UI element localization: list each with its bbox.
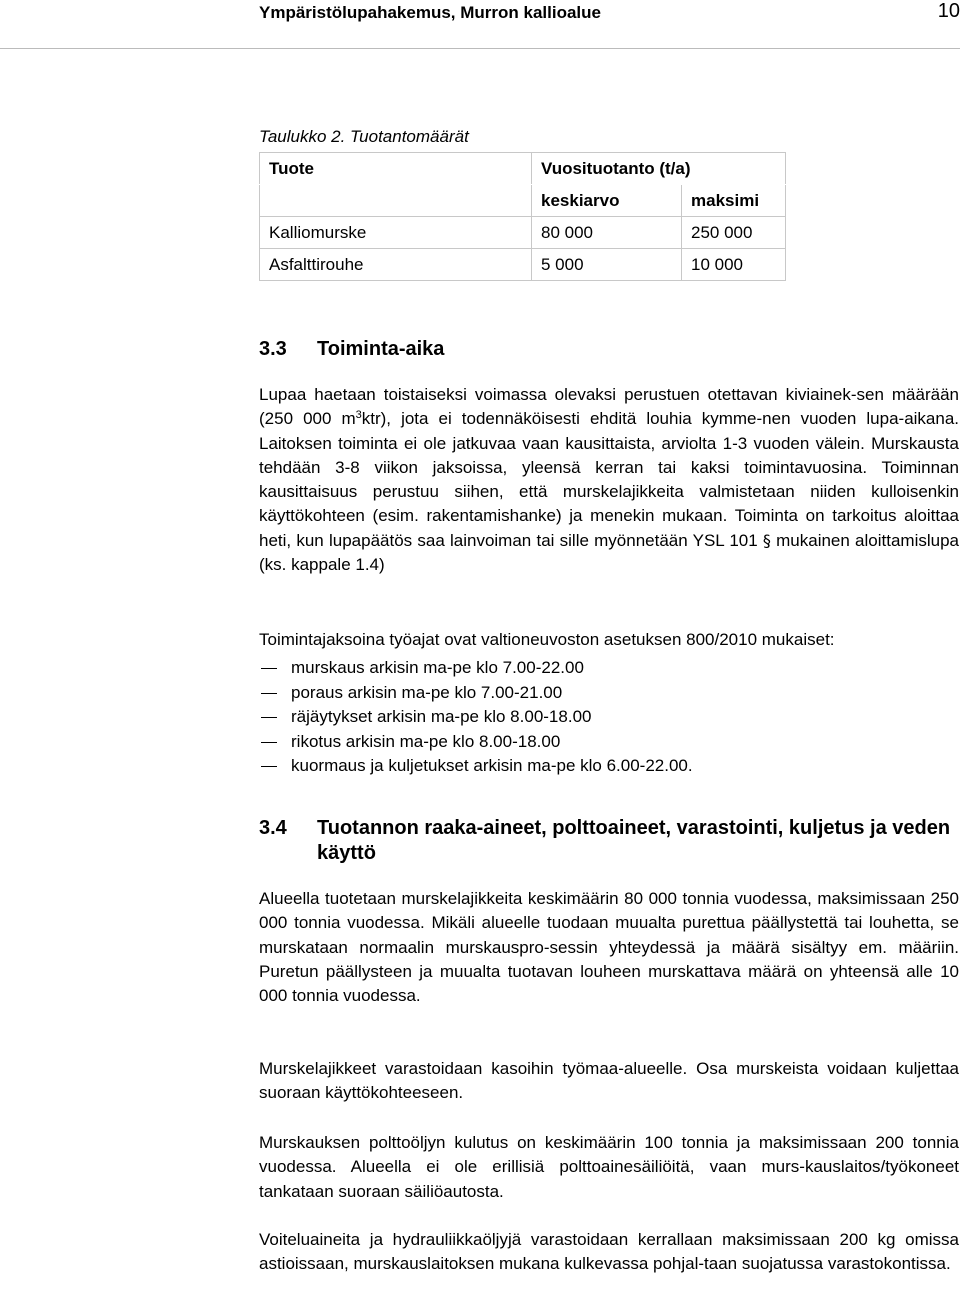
paragraph-working-hours: Toimintajaksoina työajat ovat valtioneuvoston asetuksen 800/2010 mukaiset: bbox=[259, 630, 835, 649]
list-item bbox=[259, 681, 693, 706]
list-item-text: räjäytykset arkisin ma-pe klo 8.00-18.00 bbox=[291, 707, 592, 726]
section-sign: § bbox=[762, 530, 771, 550]
list-item-text: kuormaus ja kuljetukset arkisin ma-pe klo 6.00-22.00. bbox=[291, 756, 693, 775]
dash-bullet bbox=[261, 668, 277, 669]
list-item-text: rikotus arkisin ma-pe klo 8.00-18.00 bbox=[291, 731, 561, 751]
list-item-text: poraus arkisin ma-pe klo 7.00-21.00 bbox=[291, 682, 563, 702]
section-title: Toiminta-aika bbox=[317, 338, 445, 360]
list-item-text: murskaus arkisin ma-pe klo 7.00-22.00 bbox=[291, 658, 584, 677]
table-header-row bbox=[260, 153, 786, 185]
dash-bullet bbox=[261, 693, 277, 694]
col-group-header: Vuosituotanto (t/a) bbox=[532, 153, 786, 185]
paragraph-fuel: Murskauksen polttoöljyn kulutus on keskimäärin 100 tonnia ja maksimissaan 200 tonnia vuodessa. Alueella ei ole erillisiä polttoainesäiliöitä, vaan murs-kauslaitos/työkoneet tankataan suoraan säiliöautosta. bbox=[259, 1133, 959, 1201]
col-max-header: maksimi bbox=[682, 185, 786, 217]
avg-cell: 5 000 bbox=[532, 249, 682, 281]
empty-cell bbox=[260, 185, 532, 217]
list-item bbox=[259, 656, 693, 681]
dash-bullet bbox=[261, 742, 277, 743]
paragraph-production: Alueella tuotetaan murskelajikkeita keskimäärin 80 000 tonnia vuodessa, maksimissaan 250 000 tonnia vuodessa. Mikäli alueelle tuodaan muualta purettua päällystettä tai louhetta, se murskataan normaalin murskauspro-sessin yhteydessä ja määrä sisältyy em. määriin. Puretun päällysteen ja muualta tuotavan louheen murskattava määrä on yhteensä alle 10 000 tonnia vuodessa. bbox=[259, 889, 959, 1006]
section-number: 3.3 bbox=[259, 338, 287, 360]
table-subheader-row bbox=[260, 185, 786, 217]
header-divider bbox=[0, 48, 960, 49]
paragraph-storage: Murskelajikkeet varastoidaan kasoihin työmaa-alueelle. Osa murskeista voidaan kuljettaa suoraan käyttökohteeseen. bbox=[259, 1059, 959, 1103]
text-run: ktr), jota ei todennäköisesti ehditä louhia kymme-nen vuoden lupa-aikana. Laitoksen toiminta ei ole jatkuvaa vaan kausittaista, arviolta 1-3 vuoden välein. Murskausta tehdään 3-8 viikon jaksoissa, yleensä kerran tai kaksi toimintavuosina. Toiminnan kausittaisuus perustuu siihen, että murskelajikkeita valmistetaan niiden kulloisenkin käyttökohteen (esim. rakentamishanke) ja menekin mukaan. Toiminta on tarkoitus aloittaa heti, kun lupapäätös saa lainvoiman tai sille myönnetään YSL 101 bbox=[259, 409, 960, 550]
working-hours-list bbox=[259, 656, 693, 779]
table-caption: Taulukko 2. Tuotantomäärät bbox=[259, 127, 469, 146]
avg-cell: 80 000 bbox=[532, 217, 682, 249]
max-cell: 250 000 bbox=[682, 217, 786, 249]
max-cell: 10 000 bbox=[682, 249, 786, 281]
document-title: Ympäristölupahakemus, Murron kallioalue bbox=[259, 3, 601, 22]
superscript: 3 bbox=[355, 409, 362, 422]
dash-bullet bbox=[261, 717, 277, 718]
list-item bbox=[259, 705, 693, 730]
text-run: mukainen aloittamislupa (ks. kappale 1.4) bbox=[259, 530, 959, 575]
product-cell: Kalliomurske bbox=[260, 217, 532, 249]
product-cell: Asfalttirouhe bbox=[260, 249, 532, 281]
section-heading-3-3 bbox=[259, 338, 444, 361]
text-run: Lupaa haetaan toistaiseksi voimassa olevaksi perustuen otettavan kiviainek-sen määrään (250 000 m bbox=[259, 385, 959, 429]
list-item bbox=[259, 754, 693, 779]
page-number: 10 bbox=[937, 0, 960, 22]
production-table bbox=[259, 152, 786, 281]
section-heading-3-4 bbox=[259, 816, 959, 866]
paragraph-lubricants: Voiteluaineita ja hydrauliikkaöljyjä varastoidaan kerrallaan maksimissaan 200 kg omissa astioissaan, murskauslaitoksen mukana kulkevassa pohjal-taan suojatussa varastokontissa. bbox=[259, 1230, 959, 1274]
dash-bullet bbox=[261, 766, 277, 767]
paragraph-operating-time bbox=[259, 383, 959, 577]
list-item bbox=[259, 730, 693, 755]
col-avg-header: keskiarvo bbox=[532, 185, 682, 217]
section-number: 3.4 bbox=[259, 817, 287, 839]
page-header bbox=[259, 0, 960, 34]
col-product-header: Tuote bbox=[260, 153, 532, 185]
table-row bbox=[260, 217, 786, 249]
table-row bbox=[260, 249, 786, 281]
section-title: Tuotannon raaka-aineet, polttoaineet, varastointi, kuljetus ja veden käyttö bbox=[317, 817, 951, 864]
